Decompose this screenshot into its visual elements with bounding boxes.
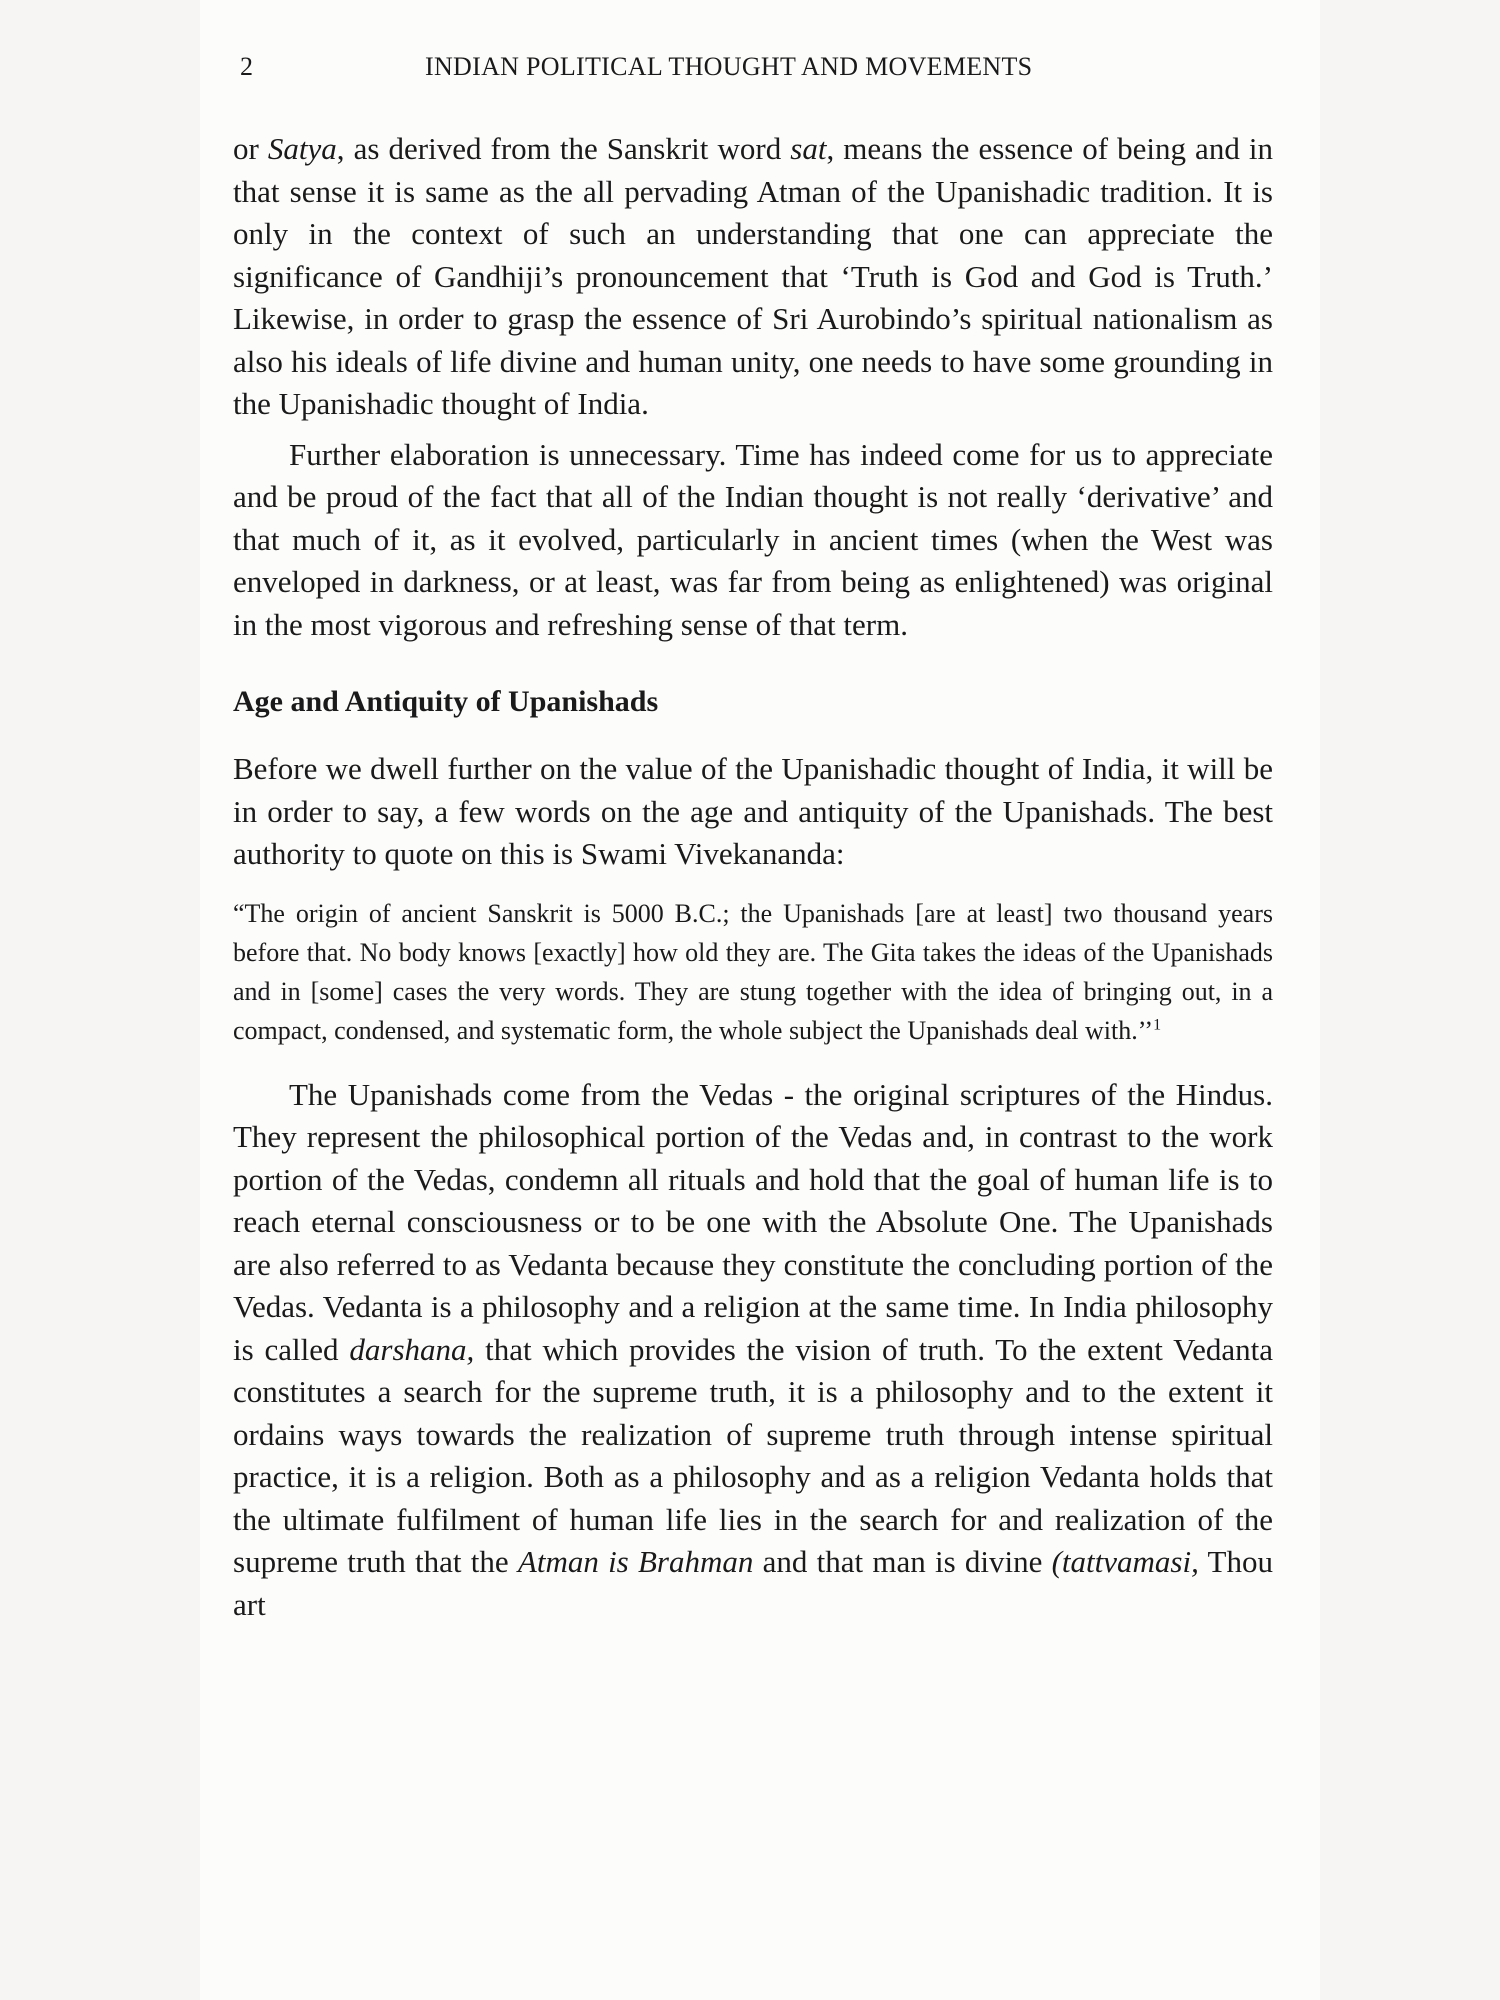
italic-term: Atman is Brahman bbox=[517, 1544, 754, 1579]
page-body bbox=[233, 128, 1273, 1626]
block-quote: “The origin of ancient Sanskrit is 5000 B.C.; the Upanishads [are at least] two thousand years before that. No body knows [exactly] how old they are. The Gita takes the ideas of the Upanishads and in [some] cases the very words. They are stung together with the idea of bringing out, in a compact, condensed, and systematic form, the whole subject the Upanishads deal with.’’$^1$ bbox=[233, 898, 1273, 1045]
running-header bbox=[240, 52, 1275, 92]
italic-term: Satya bbox=[267, 131, 337, 166]
italic-term: darshana, bbox=[349, 1331, 475, 1367]
paragraph-3: Before we dwell further on the value of the Upanishadic thought of India, it will be in order to say, a few words on the age and antiquity of the Upanishads. The best authority to quote on this is Swami Vivekananda: bbox=[233, 751, 1273, 871]
italic-term: (tattvamasi, bbox=[1051, 1544, 1199, 1579]
page-number: 2 bbox=[240, 52, 253, 81]
section-heading: Age and Antiquity of Upanishads bbox=[233, 685, 659, 718]
running-title: INDIAN POLITICAL THOUGHT AND MOVEMENTS bbox=[425, 52, 1033, 81]
paragraph-4: The Upanishads come from the Vedas - the original scriptures of the Hindus. They represent the philosophical portion of the Vedas and, in contrast to the work portion of the Vedas, condemn all rituals and hold that the goal of human life is to reach eternal consciousness or to be one with the Absolute One. The Upanishads are also referred to as Vedanta because they constitute the concluding portion of the Vedas. Vedanta is a philosophy and a religion at the same time. In India philosophy is called darshana, that which provides the vision of truth. To the extent Vedanta constitutes a search for the supreme truth, it is a philosophy and to the extent it ordains ways towards the realization of supreme truth through intense spiritual practice, it is a religion. Both as a philosophy and as a religion Vedanta holds that the ultimate fulfilment of human life lies in the search for and realization of the supreme truth that the Atman is Brahman and that man is divine (tattvamasi, Thou art bbox=[233, 1076, 1273, 1622]
italic-term: sat bbox=[790, 131, 827, 166]
footnote-marker: 1 bbox=[1153, 1015, 1162, 1033]
paragraph-1: or Satya, as derived from the Sanskrit word sat, means the essence of being and in that sense it is same as the all pervading Atman of the Upanishadic tradition. It is only in the context of such an understanding that one can appreciate the significance of Gandhiji’s pronouncement that ‘Truth is God and God is Truth.’ Likewise, in order to grasp the essence of Sri Aurobindo’s spiritual nationalism as also his ideals of life divine and human unity, one needs to have some grounding in the Upanishadic thought of India. bbox=[233, 131, 1273, 421]
paragraph-2: Further elaboration is unnecessary. Time has indeed come for us to appreciate and be proud of the fact that all of the Indian thought is not really ‘derivative’ and that much of it, as it evolved, particularly in ancient times (when the West was enveloped in darkness, or at least, was far from being as enlightened) was original in the most vigorous and refreshing sense of that term. bbox=[233, 436, 1273, 642]
